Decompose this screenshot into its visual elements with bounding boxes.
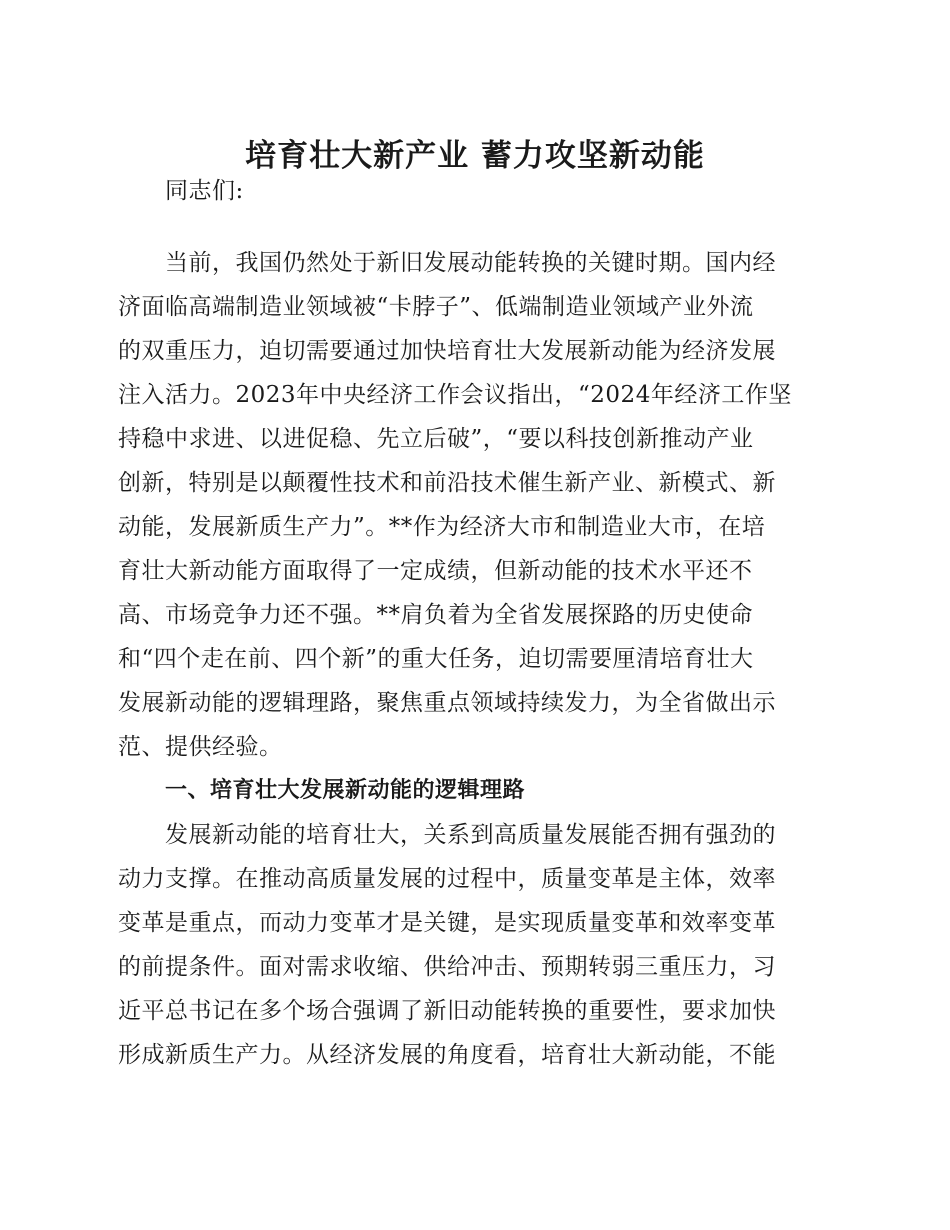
paragraph-line: 发展新动能的逻辑理路，聚焦重点领域持续发力，为全省做出示 bbox=[118, 690, 776, 716]
paragraph-line: 和“四个走在前、四个新”的重大任务，迫切需要厘清培育壮大 bbox=[118, 646, 754, 672]
paragraph-line: 动力支撑。在推动高质量发展的过程中，质量变革是主体，效率 bbox=[118, 866, 776, 892]
paragraph-line: 近平总书记在多个场合强调了新旧动能转换的重要性，要求加快 bbox=[118, 998, 776, 1024]
paragraph-line: 范、提供经验。 bbox=[118, 734, 283, 760]
paragraph-line: 高、市场竞争力还不强。**肩负着为全省发展探路的历史使命 bbox=[118, 602, 753, 628]
paragraph-line: 的前提条件。面对需求收缩、供给冲击、预期转弱三重压力，习 bbox=[118, 954, 776, 980]
paragraph-line: 济面临高端制造业领域被“卡脖子”、低端制造业领域产业外流 bbox=[118, 294, 754, 320]
paragraph-line: 育壮大新动能方面取得了一定成绩，但新动能的技术水平还不 bbox=[118, 558, 753, 584]
paragraph-line: 发展新动能的培育壮大，关系到高质量发展能否拥有强劲的 bbox=[165, 822, 776, 848]
paragraph-line: 的双重压力，迫切需要通过加快培育壮大发展新动能为经济发展 bbox=[118, 338, 776, 364]
paragraph-line: 动能，发展新质生产力”。**作为经济大市和制造业大市，在培 bbox=[118, 514, 766, 540]
section-heading: 一、培育壮大发展新动能的逻辑理路 bbox=[165, 778, 526, 803]
paragraph-line: 变革是重点，而动力变革才是关键，是实现质量变革和效率变革 bbox=[118, 910, 776, 936]
paragraph-line: 注入活力。2023年中央经济工作会议指出，“2024年经济工作坚 bbox=[118, 382, 792, 408]
paragraph-line: 创新，特别是以颠覆性技术和前沿技术催生新产业、新模式、新 bbox=[118, 470, 776, 496]
paragraph-line: 形成新质生产力。从经济发展的角度看，培育壮大新动能，不能 bbox=[118, 1042, 776, 1068]
paragraph-line: 持稳中求进、以进促稳、先立后破”，“要以科技创新推动产业 bbox=[118, 426, 754, 452]
document-title: 培育壮大新产业 蓄力攻坚新动能 bbox=[245, 138, 705, 174]
paragraph-line: 当前，我国仍然处于新旧发展动能转换的关键时期。国内经 bbox=[165, 250, 776, 276]
greeting: 同志们: bbox=[165, 178, 244, 204]
